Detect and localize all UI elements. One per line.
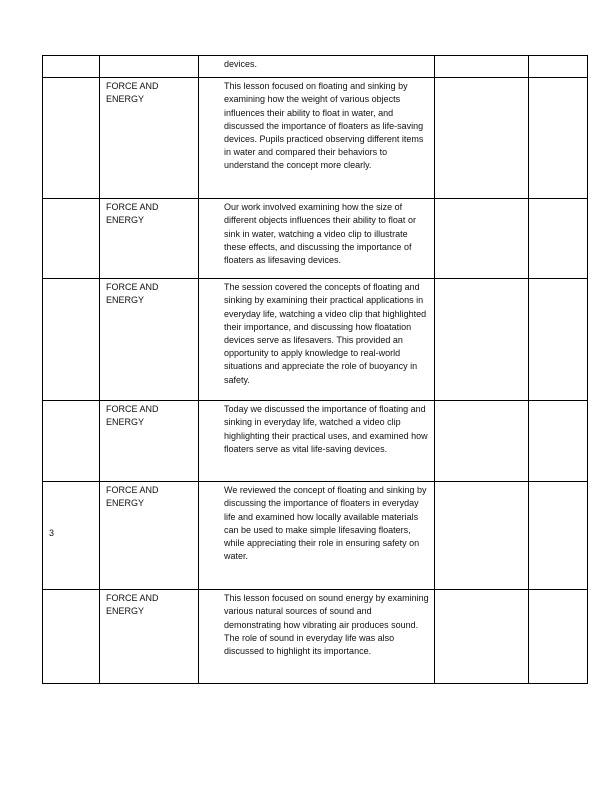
week-cell [43,56,100,78]
empty-cell [529,78,588,199]
empty-cell [529,590,588,684]
empty-cell [435,199,529,279]
empty-cell [435,78,529,199]
table-row [43,56,588,78]
table-row [43,199,588,279]
table-row [43,401,588,482]
lesson-record-table [42,55,588,684]
week-cell [43,401,100,482]
empty-cell [435,401,529,482]
table-row [43,279,588,401]
strand-cell: FORCE AND ENERGY [100,590,199,684]
description-cell: Today we discussed the importance of floating and sinking in everyday life, watched a video clip highlighting their practical uses, and examined how floaters serve as vital life-saving devices. [199,401,435,482]
empty-cell [529,482,588,590]
week-cell [43,590,100,684]
description-cell: Our work involved examining how the size of different objects influences their ability to float or sink in water, watching a video clip to illustrate these effects, and discussing the importance of floaters as lifesaving devices. [199,199,435,279]
table-row [43,78,588,199]
empty-cell [435,56,529,78]
description-cell: This lesson focused on sound energy by examining various natural sources of sound and demonstrating how vibrating air produces sound. The role of sound in everyday life was also discussed to highlight its importance. [199,590,435,684]
empty-cell [529,56,588,78]
strand-cell: FORCE AND ENERGY [100,279,199,401]
empty-cell [435,279,529,401]
empty-cell [435,590,529,684]
strand-cell: FORCE AND ENERGY [100,78,199,199]
description-cell: The session covered the concepts of floating and sinking by examining their practical applications in everyday life, watching a video clip that highlighted their importance, and discussing how floatation devices serve as lifesavers. This provided an opportunity to apply knowledge to real-world situations and appreciate the role of buoyancy in safety. [199,279,435,401]
strand-cell: FORCE AND ENERGY [100,482,199,590]
strand-cell: FORCE AND ENERGY [100,199,199,279]
week-cell: 3 [43,482,100,590]
empty-cell [529,401,588,482]
empty-cell [435,482,529,590]
week-cell [43,279,100,401]
table-row [43,482,588,590]
description-cell: devices. [199,56,435,78]
description-cell: This lesson focused on floating and sinking by examining how the weight of various objects influences their ability to float in water, and discussed the importance of floaters as life-saving devices. Pupils practiced observing different items in water and compared their behaviors to understand the concept more clearly. [199,78,435,199]
empty-cell [529,279,588,401]
empty-cell [529,199,588,279]
strand-cell: FORCE AND ENERGY [100,401,199,482]
table-row [43,590,588,684]
week-cell [43,78,100,199]
strand-cell [100,56,199,78]
description-cell: We reviewed the concept of floating and sinking by discussing the importance of floaters in everyday life and examined how locally available materials can be used to make simple lifesaving floaters, while appreciating their role in ensuring safety on water. [199,482,435,590]
week-cell [43,199,100,279]
